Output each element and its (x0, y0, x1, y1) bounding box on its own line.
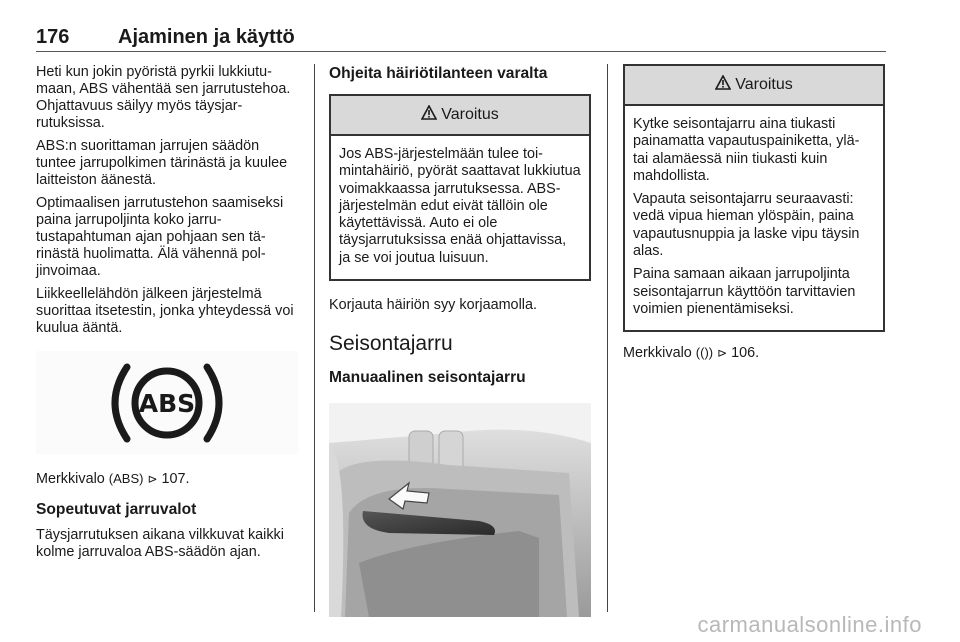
repair-text: Korjauta häiriön syy korjaamolla. (329, 297, 537, 314)
adaptive-brake-lights-heading: Sopeutuvat jarruvalot (36, 501, 197, 518)
warning-title: Varoitus (441, 106, 499, 123)
column-parking-brake (623, 64, 885, 368)
warning-paragraph: Kytke seisontajarru aina tiukasti painamatta vapautuspainiketta, ylä- tai alamäessä niin tiukasti kuin mahdollista. (633, 116, 860, 184)
warning-paragraph: Paina samaan aikaan jarrupoljinta seisontajarrun käyttöön tarvittavien voimien pienentämiseksi. (633, 266, 856, 317)
abs-paragraph: Heti kun jokin pyöristä pyrkii lukkiutumaan, ABS vähentää sen jarrutustehoa. Ohjattavuus säilyy myös täysjarrutuksissa. (36, 64, 291, 131)
warning-title: Varoitus (735, 76, 793, 93)
page-ref-arrow-icon: ⊳ (717, 346, 728, 361)
page-ref-link[interactable]: 107. (161, 471, 190, 487)
warning-triangle-icon (421, 105, 437, 125)
warning-box-abs (329, 94, 591, 281)
abs-icon-text: ABS (138, 388, 196, 418)
watermark: carmanualsonline.info (697, 612, 922, 637)
page-ref-arrow-icon: ⊳ (147, 472, 158, 486)
column-divider-2 (607, 64, 608, 612)
fault-instructions-heading: Ohjeita häiriötilanteen varalta (329, 65, 548, 82)
page-header (36, 26, 886, 52)
adaptive-brake-lights-text: Täysjarrutuksen aikana vilkkuvat kaikki kolme jarruvaloa ABS-säädön ajan. (36, 527, 284, 560)
column-abs (36, 64, 300, 567)
warning-header (625, 66, 883, 106)
warning-box-parking-brake (623, 64, 885, 332)
abs-paragraph: ABS:n suorittaman jarrujen säädön tuntee jarrupolkimen tärinästä ja kuulee laitteiston äänestä. (36, 138, 288, 188)
abs-paragraph: Liikkeellelähdön jälkeen järjestelmä suorittaa itsetestin, jonka yhteydessä voi kuulua ääntä. (36, 286, 294, 336)
abs-paragraph: Optimaalisen jarrutustehon saamiseksi paina jarrupoljinta koko jarrutustapahtuman ajan pohjaan sen tärinästä huolimatta. Älä vähennä poljinvoimaa. (36, 195, 284, 279)
manual-parking-brake-heading: Manuaalinen seisontajarru (329, 369, 526, 387)
warning-triangle-icon (715, 75, 731, 95)
warning-paragraph: Vapauta seisontajarru seuraavasti: vedä vipua hieman ylöspäin, paina vapautusnuppia ja laske vipu täysin alas. (633, 191, 860, 260)
page-ref-link[interactable]: 106. (731, 345, 760, 362)
warning-text: Jos ABS-järjestelmään tulee toimintahäiriö, pyörät saattavat lukkiutua voimakkaassa jarrutuksessa. ABS-järjestelmän edut eivät tällöin ole käytettävissä. Auto ei ole täysjarrutuksissa enää ohjattavissa, ja se voi joutua luisuun. (339, 146, 581, 266)
brake-indicator-symbol: (()) (695, 345, 714, 361)
abs-indicator-reference: Merkkivalo (ABS) ⊳ 107. (36, 471, 190, 487)
column-divider-1 (314, 64, 315, 612)
warning-header (331, 96, 589, 136)
page-title: Ajaminen ja käyttö (118, 26, 295, 48)
abs-warning-icon (36, 351, 298, 454)
abs-indicator-symbol: (ABS) (108, 471, 144, 486)
column-fault (329, 64, 591, 617)
header-rule (36, 51, 886, 52)
brake-indicator-reference: Merkkivalo (()) ⊳ 106. (623, 345, 760, 362)
parking-brake-photo (329, 403, 591, 617)
page-number: 176 (36, 26, 70, 48)
parking-brake-title: Seisontajarru (329, 332, 453, 356)
